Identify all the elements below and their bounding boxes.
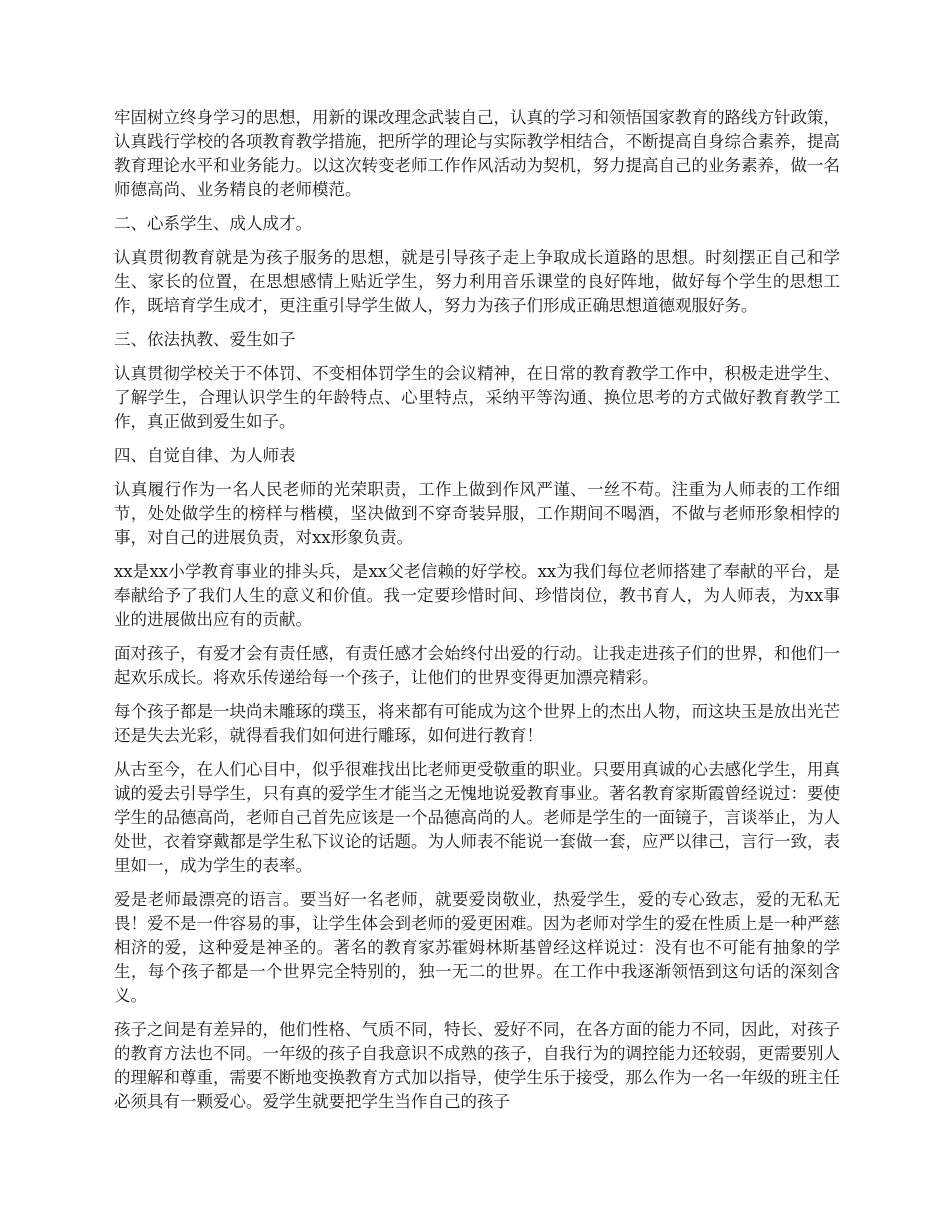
section-heading-4: 四、自觉自律、为人师表 (114, 446, 296, 465)
paragraph-self-discipline: 认真履行作为一名人民老师的光荣职责，工作上做到作风严谨、一丝不苟。注重为人师表的工作细节，处处做学生的榜样与楷模，坚决做到不穿奇装异服，工作期间不喝酒，不做与老师形象相悖的事，对自己的进展负责，对xx形象负责。 (114, 480, 840, 547)
paragraph-differences: 孩子之间是有差异的，他们性格、气质不同，特长、爱好不同，在各方面的能力不同，因此，对孩子的教育方法也不同。一年级的孩子自我意识不成熟的孩子，自我行为的调控能力还较弱，更需要别人的理解和尊重，需要不断地变换教育方式加以指导，使学生乐于接受，那么作为一名一年级的班主任必须具有一颗爱心。爱学生就要把学生当作自己的孩子 (114, 1020, 840, 1111)
document-body (114, 106, 840, 1124)
section-heading-2: 二、心系学生、成人成才。 (114, 214, 312, 233)
paragraph-respected-profession: 从古至今，在人们心目中，似乎很难找出比老师更受敬重的职业。只要用真诚的心去感化学生，用真诚的爱去引导学生，只有真的爱学生才能当之无愧地说爱教育事业。著名教育家斯霞曾经说过：要使学生的品德高尚，老师自己首先应该是一个品德高尚的人。老师是学生的一面镜子，言谈举止，为人处世，衣着穿戴都是学生私下议论的话题。为人师表不能说一套做一套，应严以律己，言行一致，表里如一，成为学生的表率。 (114, 760, 840, 875)
paragraph-school: xx是xx小学教育事业的排头兵，是xx父老信赖的好学校。xx为我们每位老师搭建了奉献的平台，是奉献给予了我们人生的意义和价值。我一定要珍惜时间、珍惜岗位，教书育人，为人师表，为xx事业的进展做出应有的贡献。 (114, 562, 840, 629)
paragraph-lawful-teaching: 认真贯彻学校关于不体罚、不变相体罚学生的会议精神，在日常的教育教学工作中，积极走进学生、了解学生，合理认识学生的年龄特点、心里特点，采纳平等沟通、换位思考的方式做好教育教学工作，真正做到爱生如子。 (114, 364, 840, 431)
paragraph-lifelong-learning: 牢固树立终身学习的思想，用新的课改理念武装自己，认真的学习和领悟国家教育的路线方针政策，认真践行学校的各项教育教学措施，把所学的理论与实际教学相结合，不断提高自身综合素养，提高教育理论水平和业务能力。以这次转变老师工作作风活动为契机，努力提高自己的业务素养，做一名师德高尚、业务精良的老师模范。 (114, 108, 840, 199)
paragraph-care-students: 认真贯彻教育就是为孩子服务的思想，就是引导孩子走上争取成长道路的思想。时刻摆正自己和学生、家长的位置，在思想感情上贴近学生，努力利用音乐课堂的良好阵地，做好每个学生的思想工作，既培育学生成才，更注重引导学生做人，努力为孩子们形成正确思想道德观服好务。 (114, 248, 840, 315)
paragraph-love-language: 爱是老师最漂亮的语言。要当好一名老师，就要爱岗敬业，热爱学生，爱的专心致志，爱的无私无畏！爱不是一件容易的事，让学生体会到老师的爱更困难。因为老师对学生的爱在性质上是一种严慈相济的爱，这种爱是神圣的。著名的教育家苏霍姆林斯基曾经这样说过：没有也不可能有抽象的学生，每个孩子都是一个世界完全特别的，独一无二的世界。在工作中我逐渐领悟到这句话的深刻含义。 (114, 890, 840, 1005)
paragraph-uncut-jade: 每个孩子都是一块尚未雕琢的璞玉，将来都有可能成为这个世界上的杰出人物，而这块玉是放出光芒还是失去光彩，就得看我们如何进行雕琢，如何进行教育！ (114, 702, 840, 745)
paragraph-facing-children: 面对孩子，有爱才会有责任感，有责任感才会始终付出爱的行动。让我走进孩子们的世界，和他们一起欢乐成长。将欢乐传递给每一个孩子，让他们的世界变得更加漂亮精彩。 (114, 644, 840, 687)
section-heading-3: 三、依法执教、爱生如子 (114, 330, 296, 349)
